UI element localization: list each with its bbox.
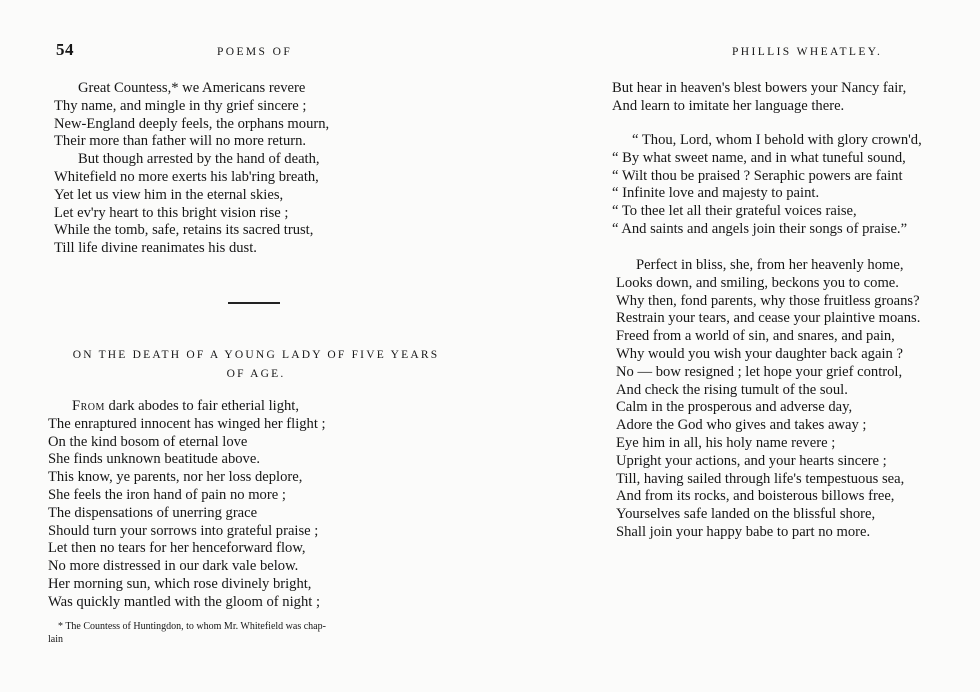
poem-line: While the tomb, safe, retains its sacred trust, xyxy=(54,222,314,239)
poem-line: “ By what sweet name, and in what tuneful sound, xyxy=(612,149,906,166)
poem-line: Calm in the prosperous and adverse day, xyxy=(616,399,853,416)
poem-line: “ Thou, Lord, whom I behold with glory crown'd, xyxy=(632,132,922,148)
poem-line: “ Infinite love and majesty to paint. xyxy=(612,185,820,202)
poem-line: Let ev'ry heart to this bright vision rise ; xyxy=(54,204,289,221)
poem-title-line: OF AGE. xyxy=(226,368,286,380)
section-divider xyxy=(228,302,280,304)
poem-line: Yet let us view him in the eternal skies, xyxy=(54,186,284,203)
poem-line: “ And saints and angels join their songs of praise.” xyxy=(612,220,908,237)
poem-line: Restrain your tears, and cease your plaintive moans. xyxy=(616,310,921,327)
poem-line: Why then, fond parents, why those fruitless groans? xyxy=(616,292,920,309)
poem-line: But though arrested by the hand of death, xyxy=(78,151,320,168)
right-page xyxy=(560,0,980,692)
poem-line: Great Countess,* we Americans revere xyxy=(78,80,306,96)
footnote-line: * The Countess of Huntingdon, to whom Mr. Whitefield was chap- xyxy=(58,621,326,632)
poem-line: Till, having sailed through life's tempestuous sea, xyxy=(616,470,905,487)
poem-line: Should turn your sorrows into grateful praise ; xyxy=(48,522,319,539)
stanza-1 xyxy=(612,80,906,116)
poem-line: This know, ye parents, nor her loss deplore, xyxy=(48,469,303,486)
poem-line: On the kind bosom of eternal love xyxy=(48,433,248,450)
poem-first-line xyxy=(48,398,326,416)
running-head-left: POEMS OF xyxy=(217,46,293,58)
poem-line: “ To thee let all their grateful voices raise, xyxy=(612,203,857,220)
poem-line: Yourselves safe landed on the blissful shore, xyxy=(616,506,876,523)
page-number: 54 xyxy=(56,40,74,59)
poem-line: Eye him in all, his holy name revere ; xyxy=(616,434,836,451)
poem-line: Thy name, and mingle in thy grief sincere ; xyxy=(54,97,307,114)
poem-line: Shall join your happy babe to part no more. xyxy=(616,523,871,540)
poem-first-line-rest: dark abodes to fair etherial light, xyxy=(104,398,300,414)
poem-line: Let then no tears for her henceforward flow, xyxy=(48,540,306,557)
poem-line: But hear in heaven's blest bowers your Nancy fair, xyxy=(612,80,907,96)
poem-line: Her morning sun, which rose divinely bright, xyxy=(48,575,312,592)
poem-line: And learn to imitate her language there. xyxy=(612,97,845,114)
poem-line: Why would you wish your daughter back again ? xyxy=(616,345,903,362)
poem-line: Was quickly mantled with the gloom of night ; xyxy=(48,593,321,610)
poem-line: “ Wilt thou be praised ? Seraphic powers are faint xyxy=(612,167,903,184)
poem-line: Till life divine reanimates his dust. xyxy=(54,240,257,257)
stanza-2 xyxy=(612,132,922,239)
poem-line: Adore the God who gives and takes away ; xyxy=(616,417,867,434)
poem-line: And from its rocks, and boisterous billows free, xyxy=(616,488,895,505)
poem-title-line: ON THE DEATH OF A YOUNG LADY OF FIVE YEARS xyxy=(72,349,440,361)
poem-ending-stanza xyxy=(54,80,329,258)
poem-line: Whitefield no more exerts his lab'ring breath, xyxy=(54,168,319,185)
stanza-3 xyxy=(616,257,920,542)
footnote xyxy=(48,620,468,646)
poem-line: The enraptured innocent has winged her flight ; xyxy=(48,415,326,432)
poem-line: And check the rising tumult of the soul. xyxy=(616,381,848,398)
poem-line: Upright your actions, and your hearts sincere ; xyxy=(616,452,887,469)
poem-line: No — bow resigned ; let hope your grief control, xyxy=(616,363,903,380)
poem-line: She finds unknown beatitude above. xyxy=(48,451,260,468)
poem-line: She feels the iron hand of pain no more ; xyxy=(48,486,286,503)
running-head-right: PHILLIS WHEATLEY. xyxy=(732,46,883,58)
poem-first-word: From xyxy=(72,398,105,414)
poem-line: Their more than father will no more return. xyxy=(54,133,307,150)
poem-title xyxy=(50,346,462,384)
footnote-line: lain xyxy=(48,634,63,645)
poem-line: Looks down, and smiling, beckons you to come. xyxy=(616,274,899,291)
poem-line: No more distressed in our dark vale below. xyxy=(48,558,299,575)
poem-line: The dispensations of unerring grace xyxy=(48,504,258,521)
poem-body xyxy=(48,398,326,612)
poem-line: New-England deeply feels, the orphans mourn, xyxy=(54,115,330,132)
poem-line: Perfect in bliss, she, from her heavenly home, xyxy=(636,257,904,273)
poem-line: Freed from a world of sin, and snares, and pain, xyxy=(616,328,895,345)
